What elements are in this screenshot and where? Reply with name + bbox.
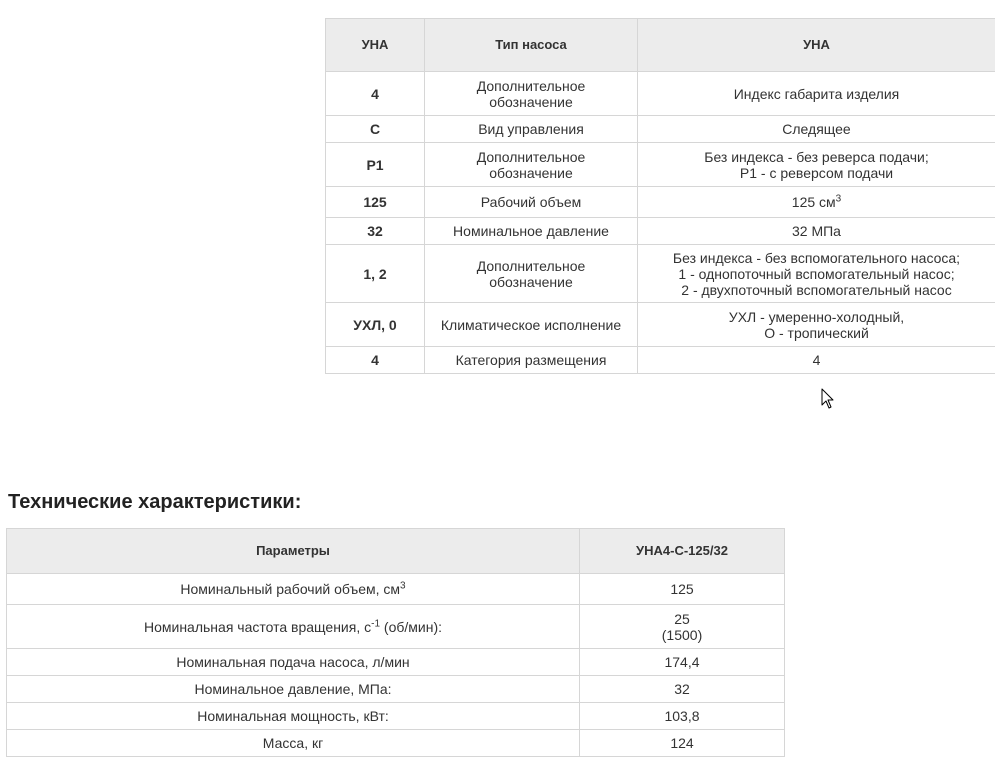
value-cell: 25 (1500) [580, 605, 785, 649]
desc-cell: Следящее [638, 116, 995, 143]
param-suffix: (об/мин): [380, 618, 442, 635]
desc-cell: 4 [638, 347, 995, 374]
desc-text: 125 см [791, 194, 836, 210]
type-cell: Рабочий объем [425, 187, 638, 218]
superscript: 3 [835, 193, 842, 205]
param-cell: Номинальное давление, МПа: [7, 676, 580, 703]
designation-header-row [326, 19, 995, 72]
table-row [7, 605, 785, 649]
type-cell: Климатическое исполнение [425, 303, 638, 347]
table-row [7, 574, 785, 605]
code-cell: 32 [326, 218, 425, 245]
code-cell: УХЛ, 0 [326, 303, 425, 347]
param-cell: Масса, кг [7, 730, 580, 757]
code-cell: 125 [326, 187, 425, 218]
param-cell [7, 605, 580, 649]
specs-table [6, 528, 785, 757]
superscript: -1 [371, 617, 381, 629]
table-row [7, 676, 785, 703]
section-title: Технические характеристики: [8, 491, 302, 513]
desc-cell [638, 187, 995, 218]
value-cell: 124 [580, 730, 785, 757]
param-cell [7, 574, 580, 605]
code-cell: Р1 [326, 143, 425, 187]
header-code: УНА [326, 19, 425, 72]
type-cell: Дополнительное обозначение [425, 143, 638, 187]
desc-cell: Индекс габарита изделия [638, 72, 995, 116]
type-cell: Дополнительное обозначение [425, 245, 638, 303]
table-row [7, 649, 785, 676]
table-row [326, 72, 995, 116]
code-cell: 4 [326, 347, 425, 374]
code-cell: 1, 2 [326, 245, 425, 303]
type-cell: Номинальное давление [425, 218, 638, 245]
table-row [326, 116, 995, 143]
table-row [326, 143, 995, 187]
param-text: Номинальный рабочий объем, см [180, 581, 401, 597]
header-pump-type: Тип насоса [425, 19, 638, 72]
type-cell: Категория размещения [425, 347, 638, 374]
type-cell: Вид управления [425, 116, 638, 143]
table-row [326, 347, 995, 374]
table-row [326, 218, 995, 245]
superscript: 3 [400, 580, 406, 592]
param-text: Номинальная частота вращения, с [143, 618, 372, 635]
param-cell: Номинальная мощность, кВт: [7, 703, 580, 730]
type-cell: Дополнительное обозначение [425, 72, 638, 116]
code-cell: 4 [326, 72, 425, 116]
designation-table [325, 18, 995, 374]
table-row [7, 730, 785, 757]
table-row [7, 703, 785, 730]
desc-cell: Без индекса - без реверса подачи; Р1 - с реверсом подачи [638, 143, 995, 187]
specs-header-row [7, 529, 785, 574]
header-description: УНА [638, 19, 995, 72]
param-cell: Номинальная подача насоса, л/мин [7, 649, 580, 676]
mouse-cursor-icon [821, 388, 835, 410]
desc-cell: Без индекса - без вспомогательного насоса; 1 - однопоточный вспомогательный насос; 2 - двухпоточный вспомогательный насос [638, 245, 995, 303]
desc-cell: УХЛ - умеренно-холодный, О - тропический [638, 303, 995, 347]
code-cell: С [326, 116, 425, 143]
table-row [326, 303, 995, 347]
header-parameters: Параметры [7, 529, 580, 574]
value-cell: 125 [580, 574, 785, 605]
table-row [326, 187, 995, 218]
table-row [326, 245, 995, 303]
header-model: УНА4-С-125/32 [580, 529, 785, 574]
desc-cell: 32 МПа [638, 218, 995, 245]
value-cell: 32 [580, 676, 785, 703]
value-cell: 103,8 [580, 703, 785, 730]
value-cell: 174,4 [580, 649, 785, 676]
